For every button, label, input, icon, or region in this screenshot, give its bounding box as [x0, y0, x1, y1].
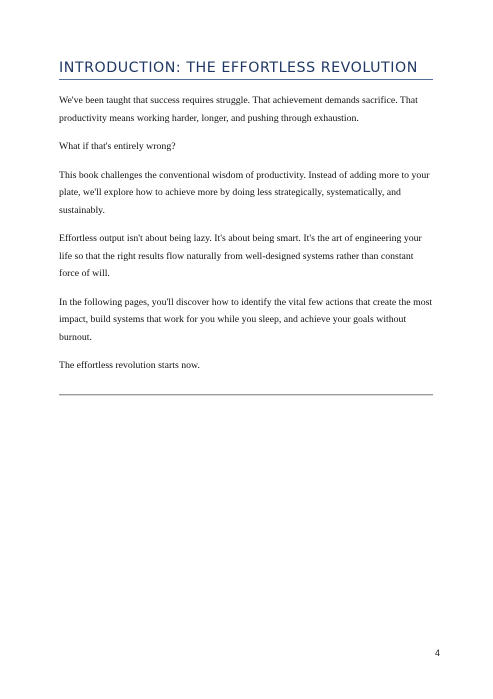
paragraph: The effortless revolution starts now.: [59, 360, 200, 371]
section-divider: [59, 394, 433, 395]
paragraph: In the following pages, you'll discover how to identify the vital few actions that create the most impact, build systems that work for you while you sleep, and achieve your goals without burnout.: [59, 296, 433, 343]
paragraph: Effortless output isn't about being lazy. It's about being smart. It's the art of engineering your life so that the right results flow naturally from well-designed systems rather than constant force of will.: [59, 233, 422, 279]
paragraph: What if that's entirely wrong?: [59, 141, 176, 152]
chapter-heading: INTRODUCTION: THE EFFORTLESS REVOLUTION: [59, 60, 418, 76]
paragraph: We've been taught that success requires struggle. That achievement demands sacrifice. That productivity means working harder, longer, and pushing through exhaustion.: [59, 95, 418, 124]
page-number: 4: [434, 648, 440, 658]
heading-underline: [59, 79, 433, 80]
chapter-body: [59, 92, 435, 386]
paragraph: This book challenges the conventional wisdom of productivity. Instead of adding more to your plate, we'll explore how to achieve more by doing less strategically, systematically, and sustainably.: [59, 169, 430, 216]
